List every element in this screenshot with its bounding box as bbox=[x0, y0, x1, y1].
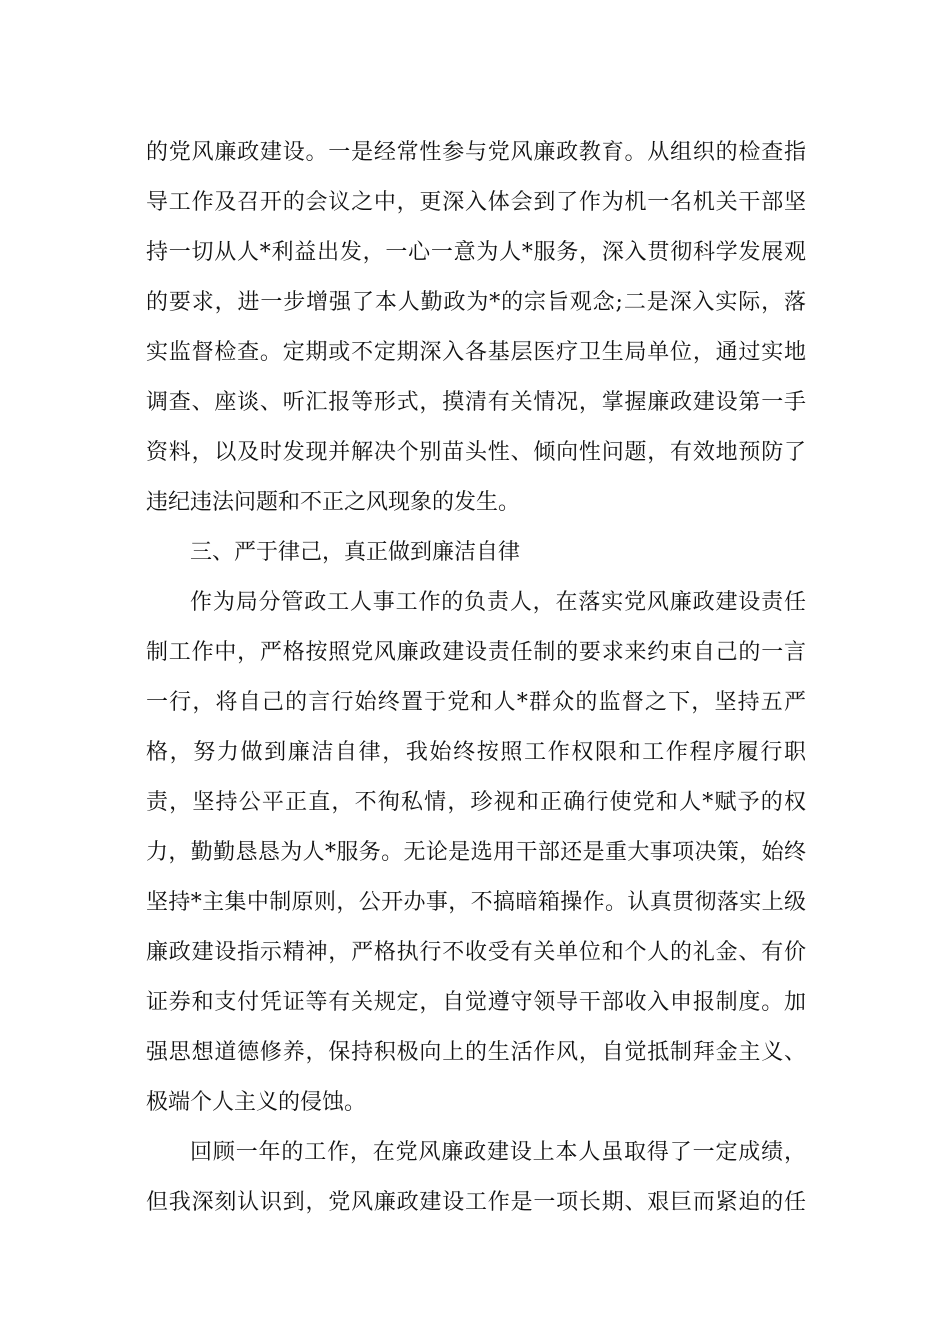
section-heading: 三、严于律己，真正做到廉洁自律 bbox=[190, 540, 521, 565]
text-line: 但我深刻认识到，党风廉政建设工作是一项长期、艰巨而紧迫的任 bbox=[146, 1190, 806, 1215]
text-line: 坚持*主集中制原则，公开办事，不搞暗箱操作。认真贯彻落实上级 bbox=[146, 890, 806, 915]
text-line: 实监督检查。定期或不定期深入各基层医疗卫生局单位，通过实地 bbox=[146, 340, 806, 365]
text-line: 的党风廉政建设。一是经常性参与党风廉政教育。从组织的检查指 bbox=[146, 140, 806, 165]
text-line: 资料，以及时发现并解决个别苗头性、倾向性问题，有效地预防了 bbox=[146, 440, 806, 465]
text-line: 制工作中，严格按照党风廉政建设责任制的要求来约束自己的一言 bbox=[146, 640, 806, 665]
text-line: 证券和支付凭证等有关规定，自觉遵守领导干部收入申报制度。加 bbox=[146, 990, 806, 1015]
text-line: 调查、座谈、听汇报等形式，摸清有关情况，掌握廉政建设第一手 bbox=[146, 390, 806, 415]
text-line: 持一切从人*利益出发，一心一意为人*服务，深入贯彻科学发展观 bbox=[146, 240, 806, 265]
text-line: 强思想道德修养，保持积极向上的生活作风，自觉抵制拜金主义、 bbox=[146, 1040, 806, 1065]
text-line: 力，勤勤恳恳为人*服务。无论是选用干部还是重大事项决策，始终 bbox=[146, 840, 806, 865]
text-line: 的要求，进一步增强了本人勤政为*的宗旨观念;二是深入实际，落 bbox=[146, 290, 806, 315]
text-line: 违纪违法问题和不正之风现象的发生。 bbox=[146, 490, 521, 515]
text-line: 格，努力做到廉洁自律，我始终按照工作权限和工作程序履行职 bbox=[146, 740, 806, 765]
text-line: 极端个人主义的侵蚀。 bbox=[146, 1090, 367, 1115]
paragraph-first-line: 回顾一年的工作，在党风廉政建设上本人虽取得了一定成绩， bbox=[190, 1140, 806, 1165]
text-line: 责，坚持公平正直，不徇私情，珍视和正确行使党和人*赋予的权 bbox=[146, 790, 806, 815]
document-body bbox=[146, 128, 806, 1228]
text-line: 廉政建设指示精神，严格执行不收受有关单位和个人的礼金、有价 bbox=[146, 940, 806, 965]
text-line: 导工作及召开的会议之中，更深入体会到了作为机一名机关干部坚 bbox=[146, 190, 806, 215]
text-line: 一行，将自己的言行始终置于党和人*群众的监督之下，坚持五严 bbox=[146, 690, 806, 715]
paragraph-first-line: 作为局分管政工人事工作的负责人，在落实党风廉政建设责任 bbox=[190, 590, 806, 615]
